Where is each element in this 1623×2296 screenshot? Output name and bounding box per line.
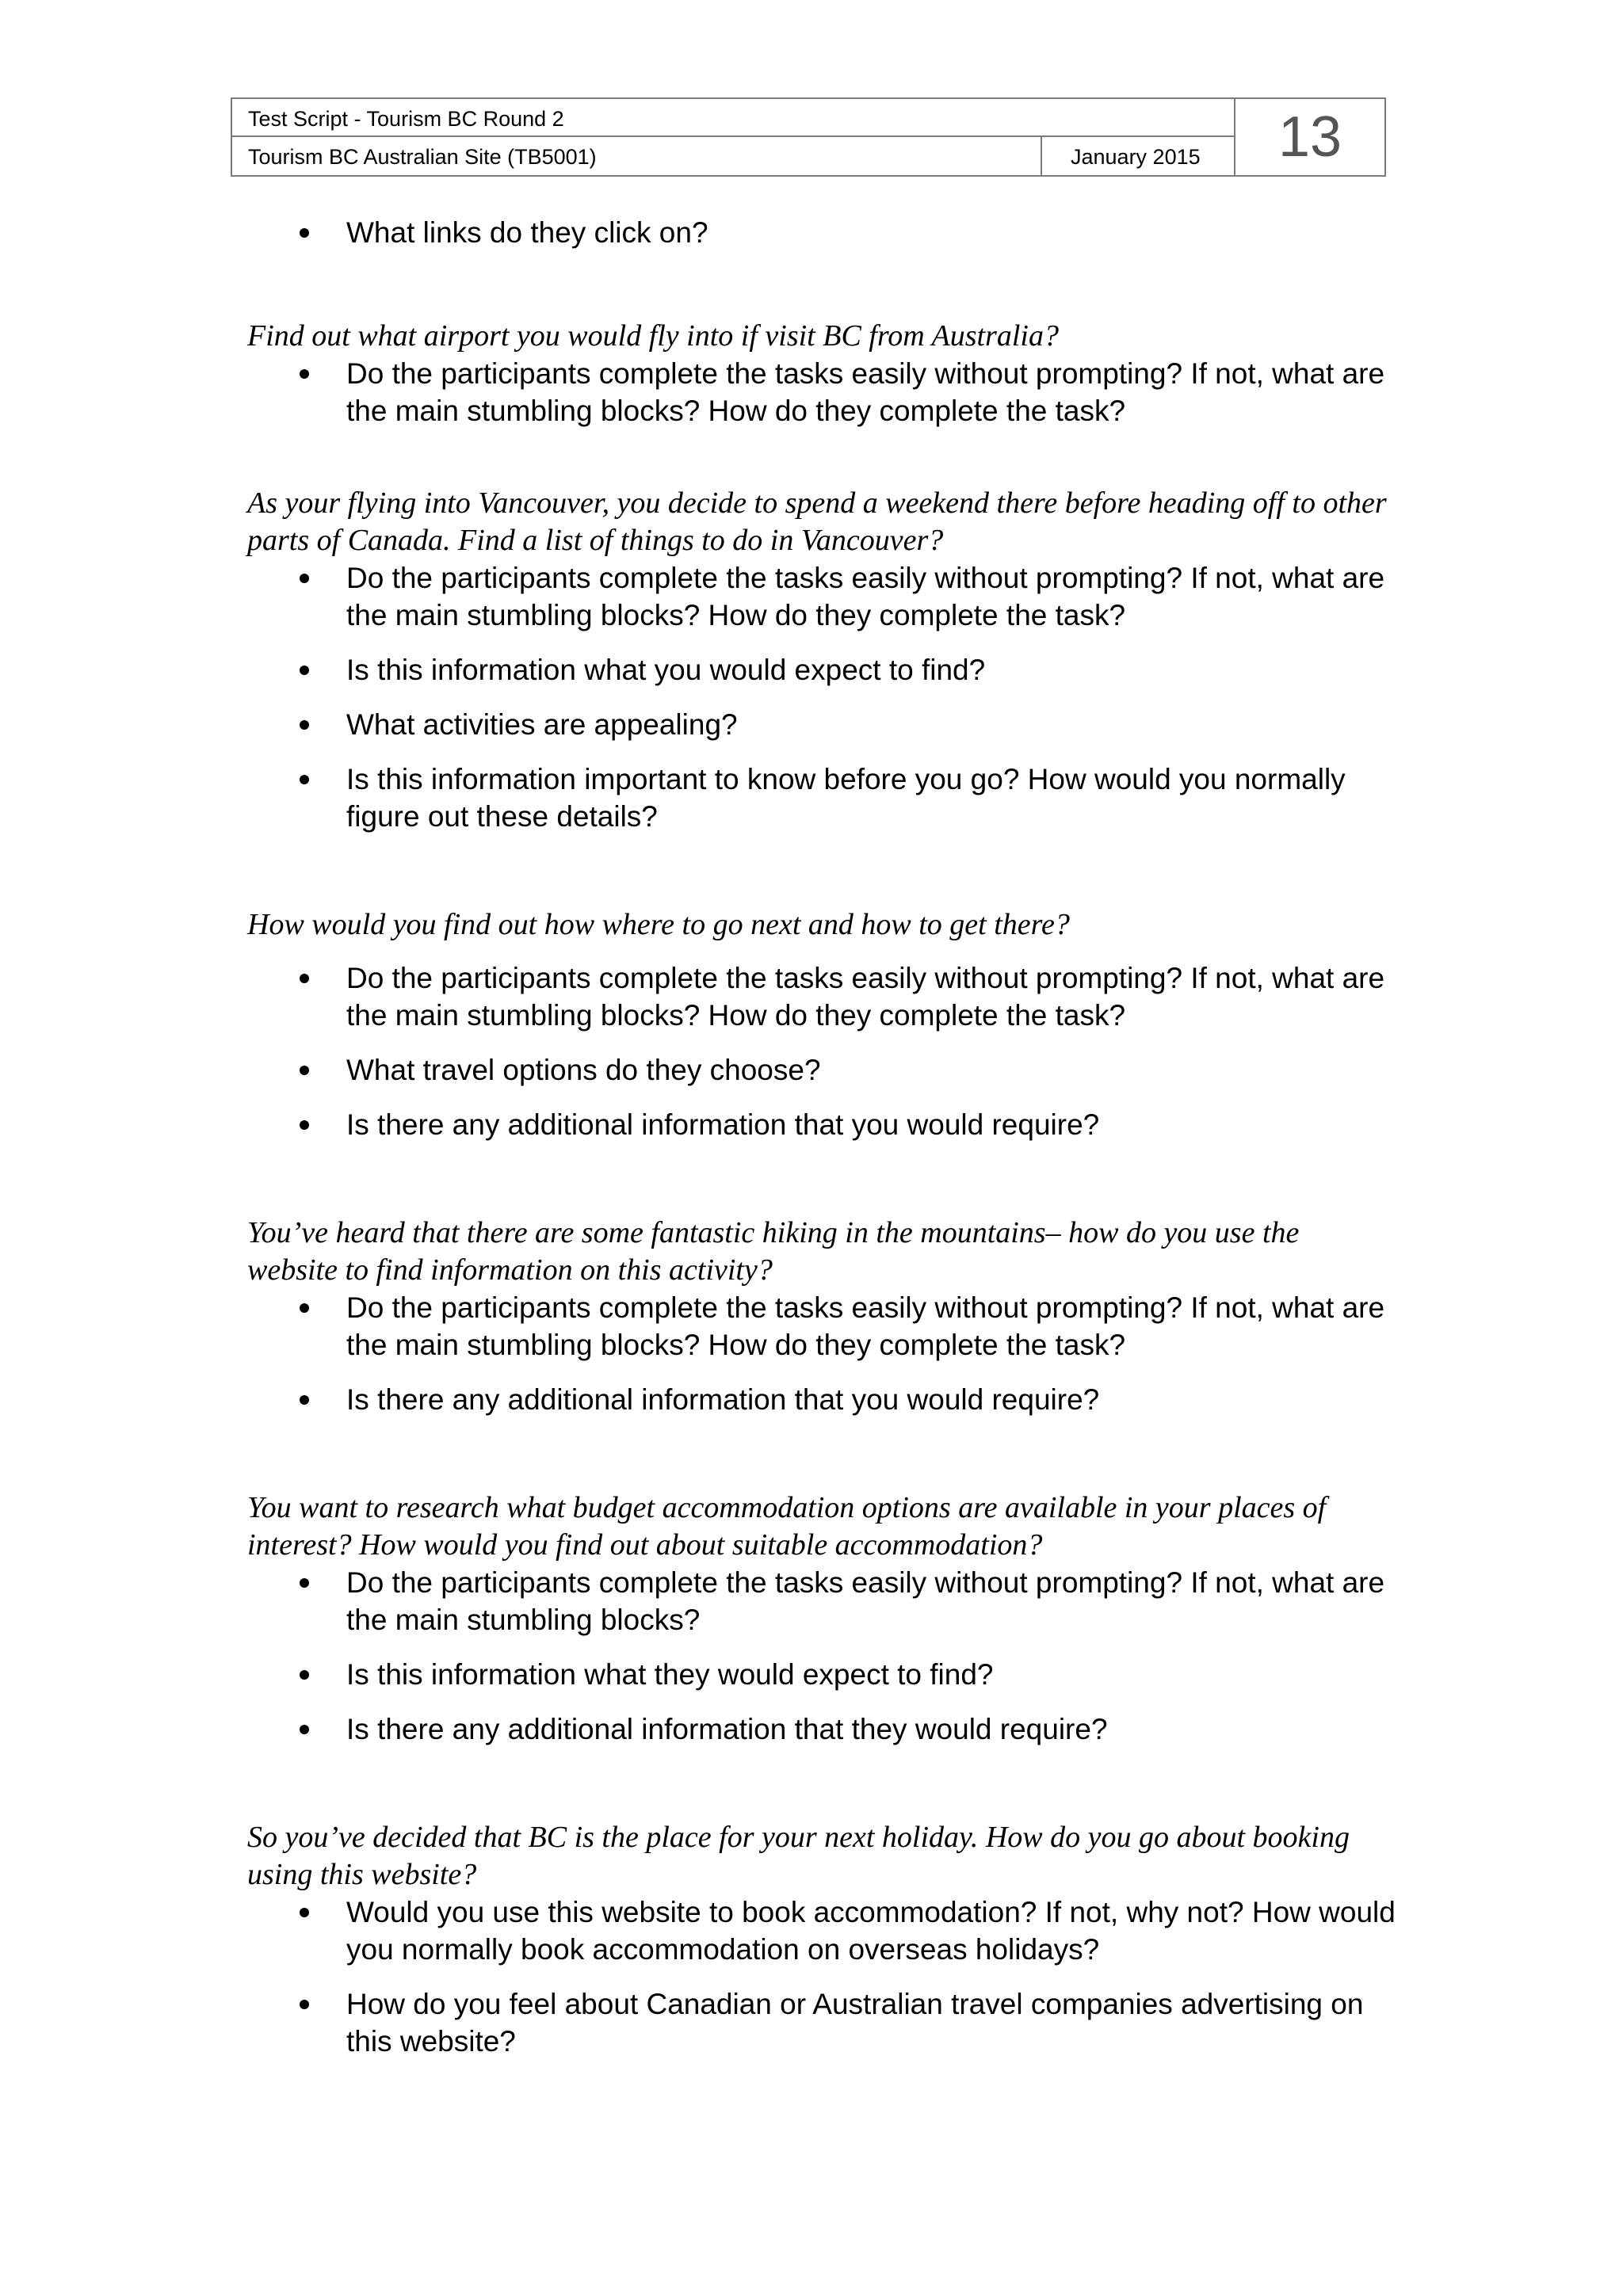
bullet-text: Is this information what you would expect to find? xyxy=(346,654,986,686)
bullet-item xyxy=(247,1711,1396,1748)
bullet-text: What travel options do they choose? xyxy=(346,1054,821,1086)
task-section xyxy=(247,318,1396,429)
bullet-text: Do the participants complete the tasks easily without prompting? If not, what are the main stumbling blocks? xyxy=(346,1566,1385,1636)
bullet-dot-icon xyxy=(300,974,309,983)
document-body xyxy=(247,214,1396,2077)
bullet-item xyxy=(247,651,1396,688)
bullet-list xyxy=(247,559,1396,835)
bullet-list xyxy=(247,1564,1396,1748)
bullet-list xyxy=(247,1289,1396,1418)
bullet-dot-icon xyxy=(300,574,309,583)
bullet-item xyxy=(247,1985,1396,2060)
bullet-text: Do the participants complete the tasks easily without prompting? If not, what are the main stumbling blocks? How do they complete the task? xyxy=(346,962,1385,1032)
bullet-dot-icon xyxy=(300,228,309,238)
task-prompt: Find out what airport you would fly into if visit BC from Australia? xyxy=(247,319,1059,353)
task-section xyxy=(247,1819,1396,2060)
bullet-item xyxy=(247,1381,1396,1418)
bullet-text: What activities are appealing? xyxy=(346,708,738,741)
bullet-text: Is there any additional information that you would require? xyxy=(346,1108,1100,1141)
bullet-text: Do the participants complete the tasks easily without prompting? If not, what are the main stumbling blocks? How do they complete the task? xyxy=(346,357,1385,427)
intro-bullet-list xyxy=(247,214,1396,251)
bullet-item xyxy=(247,959,1396,1034)
bullet-text: What links do they click on? xyxy=(346,216,708,249)
task-prompt: You’ve heard that there are some fantastic hiking in the mountains– how do you use the website to find information on this activity? xyxy=(247,1216,1300,1287)
bullet-text: Is this information what they would expect to find? xyxy=(346,1658,994,1691)
bullet-dot-icon xyxy=(300,1725,309,1734)
bullet-dot-icon xyxy=(300,666,309,675)
bullet-dot-icon xyxy=(300,1908,309,1917)
bullet-text: Do the participants complete the tasks easily without prompting? If not, what are the main stumbling blocks? How do they complete the task? xyxy=(346,562,1385,631)
bullet-text: Is there any additional information that they would require? xyxy=(346,1713,1108,1745)
bullet-list xyxy=(247,355,1396,429)
bullet-item xyxy=(247,1051,1396,1089)
bullet-item xyxy=(247,355,1396,429)
bullet-list xyxy=(247,959,1396,1143)
task-section xyxy=(247,1489,1396,1748)
bullet-item xyxy=(247,1564,1396,1638)
bullet-dot-icon xyxy=(300,775,309,784)
header-divider-date xyxy=(1041,137,1042,175)
bullet-item xyxy=(247,1289,1396,1363)
bullet-text: Would you use this website to book accommodation? If not, why not? How would you normally book accommodation on overseas holidays? xyxy=(346,1896,1396,1966)
bullet-dot-icon xyxy=(300,1578,309,1588)
bullet-item xyxy=(247,761,1396,835)
bullet-dot-icon xyxy=(300,1303,309,1313)
bullet-text: How do you feel about Canadian or Australian travel companies advertising on this website? xyxy=(346,1988,1364,2058)
bullet-dot-icon xyxy=(300,1120,309,1130)
bullet-dot-icon xyxy=(300,1670,309,1680)
task-section xyxy=(247,906,1396,1143)
bullet-item xyxy=(247,706,1396,743)
header-site: Tourism BC Australian Site (TB5001) xyxy=(248,145,597,169)
task-section xyxy=(247,1215,1396,1418)
bullet-dot-icon xyxy=(300,369,309,379)
page-number: 13 xyxy=(1277,105,1342,169)
task-prompt: How would you find out how where to go next and how to get there? xyxy=(247,908,1070,941)
bullet-item xyxy=(247,559,1396,634)
bullet-item xyxy=(247,1894,1396,1968)
bullet-text: Is this information important to know before you go? How would you normally figure out these details? xyxy=(346,763,1346,833)
bullet-list xyxy=(247,1894,1396,2060)
bullet-dot-icon xyxy=(300,2000,309,2009)
header-date: January 2015 xyxy=(1071,145,1201,169)
header-title: Test Script - Tourism BC Round 2 xyxy=(248,107,564,131)
bullet-item xyxy=(247,1656,1396,1693)
bullet-dot-icon xyxy=(300,1395,309,1405)
bullet-text: Is there any additional information that you would require? xyxy=(346,1383,1100,1416)
document-header xyxy=(231,97,1386,177)
task-section xyxy=(247,485,1396,835)
bullet-item xyxy=(247,214,1396,251)
task-prompt: As your flying into Vancouver, you decide to spend a weekend there before heading off to other parts of Canada. Find a list of things to do in Vancouver? xyxy=(247,486,1387,557)
task-prompt: So you’ve decided that BC is the place for your next holiday. How do you go about booking using this website? xyxy=(247,1821,1350,1891)
bullet-text: Do the participants complete the tasks easily without prompting? If not, what are the main stumbling blocks? How do they complete the task? xyxy=(346,1291,1385,1361)
bullet-item xyxy=(247,1106,1396,1143)
bullet-dot-icon xyxy=(300,720,309,730)
task-prompt: You want to research what budget accommodation options are available in your places of interest? How would you find out about suitable accommodation? xyxy=(247,1491,1327,1562)
bullet-dot-icon xyxy=(300,1066,309,1075)
